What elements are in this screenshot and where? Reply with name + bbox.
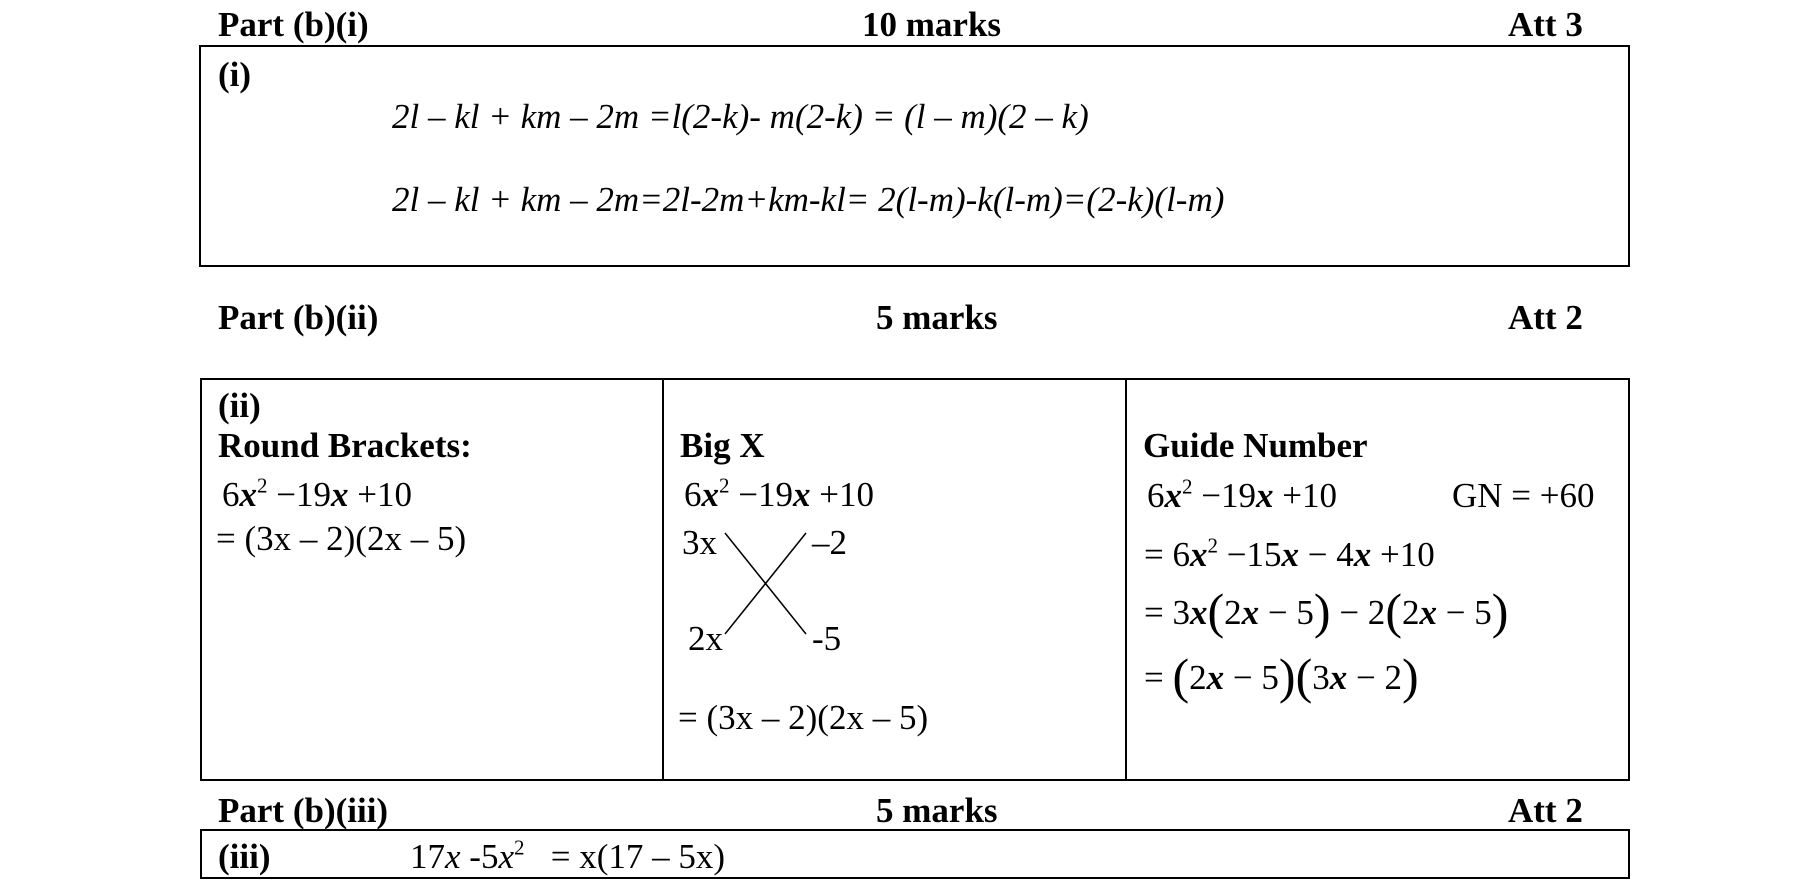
- guide-number-step-1: = $6x^2 -15x - 4x +10$: [1144, 533, 1435, 574]
- round-brackets-expression: $6x^2 -19x +10$: [222, 473, 412, 514]
- big-x-result: = (3x – 2)(2x – 5): [678, 698, 929, 737]
- part-ii-marks: 5 marks: [876, 298, 998, 337]
- guide-number-step-2: = 3x(2x − 5) − 2(2x − 5): [1144, 583, 1509, 639]
- part-iii-header: Part (b)(iii): [218, 791, 389, 830]
- part-i-header: Part (b)(i): [218, 5, 369, 44]
- part-ii-header: Part (b)(ii): [218, 298, 379, 337]
- part-iii-attempt: Att 2: [1508, 791, 1583, 830]
- part-i-attempt: Att 3: [1508, 5, 1583, 44]
- part-ii-attempt: Att 2: [1508, 298, 1583, 337]
- guide-number-gn: GN = +60: [1452, 476, 1595, 515]
- part-i-label: (i): [218, 55, 252, 94]
- part-iii-expression: 17x $-5x^2 = x(17 - 5x)$: [410, 835, 726, 876]
- big-x-top-right: –2: [812, 523, 847, 562]
- part-iii-label: (iii): [218, 837, 271, 876]
- big-x-bottom-right: -5: [812, 619, 842, 658]
- guide-number-expression: $6x^2 -19x +10$: [1147, 474, 1337, 515]
- part-iii-marks: 5 marks: [876, 791, 998, 830]
- guide-number-step-3: = (2x − 5)(3x − 2): [1144, 648, 1419, 704]
- part-ii-label: (ii): [218, 386, 261, 425]
- column-divider: [662, 378, 664, 781]
- part-i-marks: 10 marks: [862, 5, 1002, 44]
- big-x-bottom-left: 2x: [688, 619, 723, 658]
- big-x-title: Big X: [680, 426, 765, 465]
- part-i-line-1: 2l – kl + km – 2m =l(2-k)- m(2-k) = (l – m)(2 – k): [392, 97, 1089, 136]
- round-brackets-result: = (3x – 2)(2x – 5): [216, 519, 467, 558]
- big-x-top-left: 3x: [682, 523, 717, 562]
- guide-number-title: Guide Number: [1143, 426, 1368, 465]
- big-x-expression: $6x^2 -19x +10$: [684, 473, 874, 514]
- round-brackets-title: Round Brackets:: [218, 426, 472, 465]
- big-x-cross: [720, 530, 810, 638]
- part-i-line-2: 2l – kl + km – 2m=2l-2m+km-kl= 2(l-m)-k(l-m)=(2-k)(l-m): [392, 180, 1225, 219]
- part-i-box: [199, 45, 1630, 267]
- column-divider: [1125, 378, 1127, 781]
